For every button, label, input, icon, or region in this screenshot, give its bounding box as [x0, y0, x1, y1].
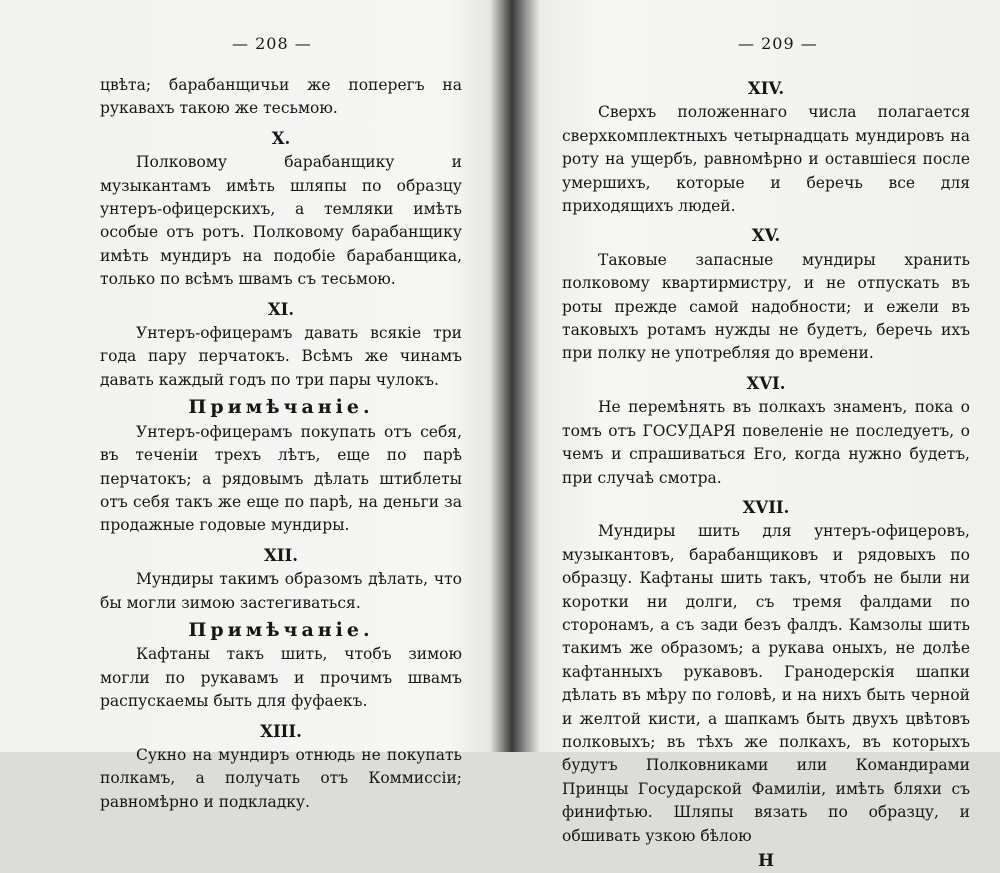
- section-heading: XIV.: [747, 79, 785, 98]
- signature-mark: Н: [757, 851, 775, 871]
- section-heading: XI.: [267, 299, 295, 319]
- section-heading: XVI.: [746, 373, 786, 393]
- right-page: [520, 0, 1000, 871]
- paragraph: Таковые запасные мундиры хранить полковому квартирмистру, и не отпускать въ роты прежде самой надобности; и ежели въ таковыхъ ротамъ нужды не будетъ, беречь ихъ при полку не употребляя до времени.: [562, 250, 970, 363]
- paragraph: Унтеръ-офицерамъ давать всякiе три года пару перчатокъ. Всѣмъ же чинамъ давать каждый годъ по три пары чулокъ.: [100, 324, 462, 389]
- paragraph: Полковому барабанщику и музыкантамъ имѣть шляпы по образцу унтеръ-офицерскихъ, а темляки имѣть особые отъ ротъ. Полковому барабанщику имѣть мундиръ на подобiе барабанщика, только по всѣмъ швамъ съ тесьмою.: [100, 153, 462, 289]
- section-heading: X.: [271, 128, 291, 148]
- page-number: — 209 —: [738, 34, 818, 53]
- page-body: [100, 74, 462, 814]
- note-heading: Примѣчанiе.: [188, 618, 374, 641]
- note-heading: Примѣчанiе.: [188, 396, 374, 419]
- paragraph: Не перемѣнять въ полкахъ знаменъ, пока о томъ отъ ГОСУДАРЯ повеленiе не последуетъ, о чемъ и спрашиваться Его, когда нужно будетъ, при случаѣ смотра.: [562, 398, 970, 487]
- paragraph: Мундиры такимъ образомъ дѣлать, что бы могли зимою застегиваться.: [100, 570, 462, 612]
- note-text: Кафтаны такъ шить, чтобъ зимою могли по рукавамъ и прочимъ швамъ распускаемы быть для фуфаекъ.: [100, 645, 462, 711]
- left-page: [0, 0, 510, 811]
- page-number: — 208 —: [232, 34, 312, 53]
- section-heading: XIII.: [260, 721, 302, 741]
- paragraph: Сукно на мундиръ отнюдь не покупать полкамъ, а получать отъ Коммиссiи; равномѣрно и подкладку.: [100, 745, 462, 811]
- paragraph: Мундиры шить для унтеръ-офицеровъ, музыкантовъ, барабанщиковъ и рядовыхъ по образцу. Кафтаны шить такъ, чтобъ не были ни коротки ни долги, съ тремя фалдами по сторонамъ, а съ зади безъ фалдъ. Камзолы шить такимъ же образомъ; а рукава оныхъ, не долѣе кафтанныхъ рукавовъ. Гранодерскiя шапки дѣлать въ мѣру по головѣ, и на нихъ быть черной и желтой кисти, а шапкамъ быть двухъ цвѣтовъ полковыхъ; въ тѣхъ же полкахъ, въ которыхъ будутъ Полковниками или Командирами Принцы Государской Фамилiи, имѣть бляхи съ финифтью. Шляпы вязать по образцу, и обшивать узкою бѣлою: [562, 522, 970, 845]
- section-heading: XII.: [264, 545, 298, 565]
- note-text: Унтеръ-офицерамъ покупать отъ себя, въ теченiи трехъ лѣтъ, еще по парѣ перчатокъ; а рядовымъ дѣлать штиблеты отъ себя такъ же еще по парѣ, на деньги за продажные годовые мундиры.: [100, 422, 462, 535]
- paragraph: Сверхъ положеннаго числа полагается сверхкомплектныхъ четырнадцать мундировъ на роту на ущербъ, равномѣрно и оставшiеся после умершихъ, которые и беречь все для приходящихъ людей.: [562, 103, 970, 216]
- page-body: [562, 71, 970, 873]
- section-heading: XV.: [751, 226, 781, 246]
- section-heading: XVII.: [742, 497, 790, 517]
- paragraph: цвѣта; барабанщичьи же поперегъ на рукавахъ такою же тесьмою.: [100, 76, 462, 118]
